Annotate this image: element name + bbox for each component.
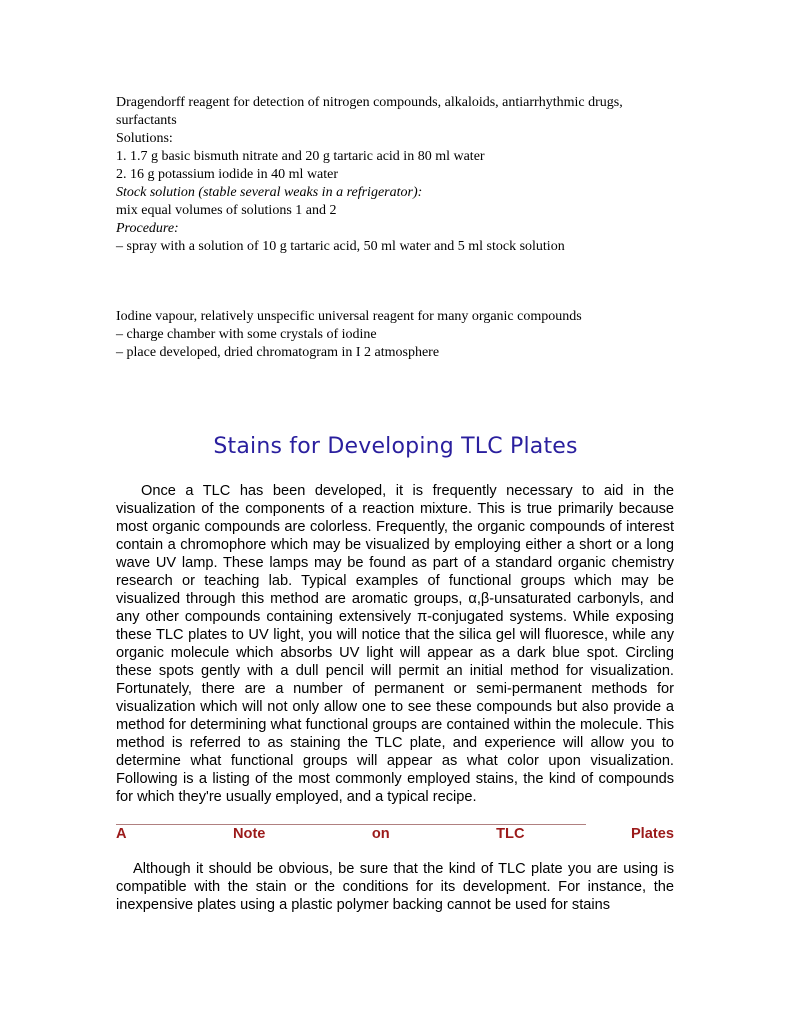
- stock-solution-text: mix equal volumes of solutions 1 and 2: [116, 203, 337, 218]
- note-heading-word: Note: [232, 826, 266, 842]
- note-paragraph: Although it should be obvious, be sure that the kind of TLC plate you are using is compatible with the stain or the conditions for its development. For instance, the inexpensive plates using a plastic polymer backing cannot be used for stains: [116, 861, 674, 913]
- procedure-text: – spray with a solution of 10 g tartaric acid, 50 ml water and 5 ml stock solution: [116, 239, 565, 254]
- solution-2: 2. 16 g potassium iodide in 40 ml water: [116, 167, 339, 182]
- solution-1: 1. 1.7 g basic bismuth nitrate and 20 g tartaric acid in 80 ml water: [116, 149, 485, 164]
- note-heading-word: TLC: [496, 826, 525, 842]
- note-heading-word: on: [371, 826, 390, 842]
- solutions-label: Solutions:: [116, 131, 173, 146]
- dragendorff-reagent-section: [116, 94, 676, 256]
- section-heading: Stains for Developing TLC Plates: [213, 434, 578, 459]
- intro-paragraph: Once a TLC has been developed, it is frequently necessary to aid in the visualization of the components of a reaction mixture. This is true primarily because most organic compounds are colorless. Frequently, the organic compounds of interest contain a chromophore which may be visualized by employing either a short or a long wave UV lamp. These lamps may be found as part of a standard organic chemistry research or teaching lab. Typical examples of functional groups which may be visualized through this method are aromatic groups, α,β-unsaturated carbonyls, and any other compounds containing extensively π-conjugated systems. While exposing these TLC plates to UV light, you will notice that the silica gel will fluoresce, while any organic molecule which absorbs UV light will appear as a dark blue spot. Circling these spots gently with a dull pencil will permit an initial method for visualization. Fortunately, there are a number of permanent or semi-permanent methods for visualization which will not only allow one to see these compounds but also provide a method for determining what functional groups are contained within the molecule. This method is referred to as staining the TLC plate, and experience will allow you to determine what functional groups will appear as what color upon visualization. Following is a listing of the most commonly employed stains, the kind of compounds for which they're usually employed, and a typical recipe.: [116, 483, 674, 805]
- note-heading-word: Plates: [630, 826, 674, 842]
- stock-solution-label: Stock solution (stable several weaks in a refrigerator):: [116, 185, 423, 200]
- iodine-title: Iodine vapour, relatively unspecific universal reagent for many organic compounds: [116, 309, 582, 324]
- note-heading-word: A: [116, 826, 127, 842]
- iodine-step-2: – place developed, dried chromatogram in I 2 atmosphere: [116, 345, 440, 360]
- dragendorff-title-line2: surfactants: [116, 113, 177, 128]
- dragendorff-title-line1: Dragendorff reagent for detection of nitrogen compounds, alkaloids, antiarrhythmic drugs,: [116, 95, 623, 110]
- note-heading: [116, 824, 674, 844]
- procedure-label: Procedure:: [116, 221, 179, 236]
- iodine-step-1: – charge chamber with some crystals of iodine: [116, 327, 377, 342]
- iodine-vapour-section: [116, 308, 676, 362]
